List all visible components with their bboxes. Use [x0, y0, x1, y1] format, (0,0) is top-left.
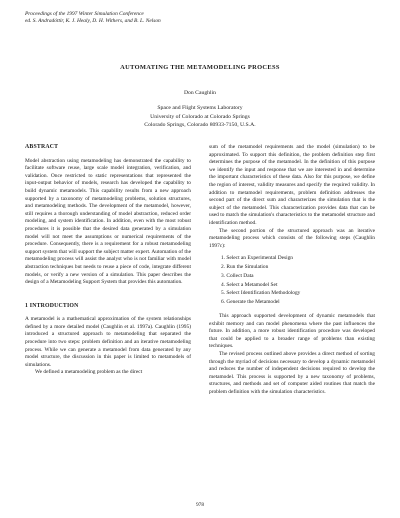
- metamodeling-steps-list: [209, 255, 375, 307]
- affiliation-line-2: University of Colorado at Colorado Springs: [150, 113, 250, 120]
- right-paragraph-4: The revised process outlined above provides a direct method of sorting through the myriad of decisions necessary to develop a dynamic metamodel and reduces the number of independent decisions required to develop the metamodel. This process is supported by a new taxonomy of problems, structures, and methods and set of computer aided routines that match the problem definition with the simulation characteristics.: [209, 350, 375, 395]
- right-paragraph-1: sum of the metamodel requirements and the model (simulation) to be approximated. To support this definition, the problem definition step first determines the purpose of the metamodel. In the definition of this purpose we identify the input and response that we are interested in and determine the important characteristics of these data. Also for this purpose, we define the region of interest, validity measures and specify the required validity. In addition to metamodel requirements, problem definition addresses the second part of the direct sum and characterizes the simulation that is the subject of the metamodel. This characterization provides data that can be used to match the simulation's characteristics to the metamodel structure and identification method.: [209, 144, 375, 226]
- list-item: 5. Select Identification Methodology: [221, 290, 301, 297]
- left-column: [25, 144, 191, 377]
- introduction-heading: 1 INTRODUCTION: [25, 302, 79, 309]
- list-item: 1. Select an Experimental Design: [221, 255, 294, 262]
- proceedings-header: [25, 11, 161, 25]
- right-column: [209, 144, 375, 397]
- list-item: 4. Select a Metamodel Set: [221, 281, 278, 288]
- list-item: 3. Collect Data: [221, 272, 254, 279]
- abstract-text: Model abstraction using metamodeling has demonstrated the capability to facilitate software reuse, large scale model integration, verification, and validation. Once restricted to static representations that represented the input-output behavior of models, research has developed the capability to build dynamic metamodels. This capability results from a new approach supported by a taxonomy of metamodeling problems, solution structures, and metamodeling methods. The development of the metamodel, however, still requires a thorough understanding of model abstraction, reduced order modeling, and system identification. In addition, even with the most robust procedures it is possible that the desired data generated by a simulation model will not meet the assumptions or numerical requirements of the procedure. Consequently, there is a requirement for a robust metamodeling support system that will support the subject matter expert. Automation of the metamodeling process will assist the analyst who is not familiar with model abstraction techniques but needs to reuse a piece of code, integrate different models, or verify a new version of a simulation. This paper describes the design of a Metamodeling Support System that provides this automation.: [25, 157, 191, 286]
- proceedings-line-2: ed. S. Andradóttir, K. J. Healy, D. H. Withers, and B. L. Nelson: [25, 18, 161, 25]
- author-affiliation: [0, 104, 400, 130]
- author-name: Don Caughlin: [183, 90, 217, 96]
- affiliation-line-1: Space and Flight Systems Laboratory: [157, 105, 243, 111]
- page-number: 978: [195, 502, 205, 508]
- list-item: 2. Run the Simulation: [221, 264, 269, 271]
- abstract-heading: ABSTRACT: [25, 144, 59, 150]
- list-item: 6. Generate the Metamodel: [221, 299, 280, 306]
- right-paragraph-3: This approach supported development of dynamic metamodels that exhibit memory and can model phenomena where the past influences the future. In addition, a more robust identification procedure was developed that could be applied to a broader range of problems than existing techniques.: [209, 313, 375, 350]
- proceedings-line-1: Proceedings of the 1997 Winter Simulation Conference: [25, 11, 144, 17]
- paper-title: AUTOMATING THE METAMODELING PROCESS: [120, 64, 280, 71]
- introduction-paragraph-2: We defined a metamodeling problem as the direct: [35, 369, 143, 376]
- introduction-paragraph-1: A metamodel is a mathematical approximation of the system relationships defined by a more detailed model (Caughlin et al. 1997a). Caughlin (1995) introduced a structured approach to metamodeling that separated the procedure into two steps: problem definition and an iterative metamodeling process. While we can generate a metamodel from data generated by any model structure, the discussion in this paper is limited to metamodels of simulations.: [25, 316, 191, 368]
- right-paragraph-2: The second portion of the structured approach was an iterative metamodeling process which consists of the following steps (Caughlin 1997c):: [209, 227, 375, 249]
- affiliation-line-3: Colorado Springs, Colorado 80933-7150, U.S.A.: [144, 122, 256, 128]
